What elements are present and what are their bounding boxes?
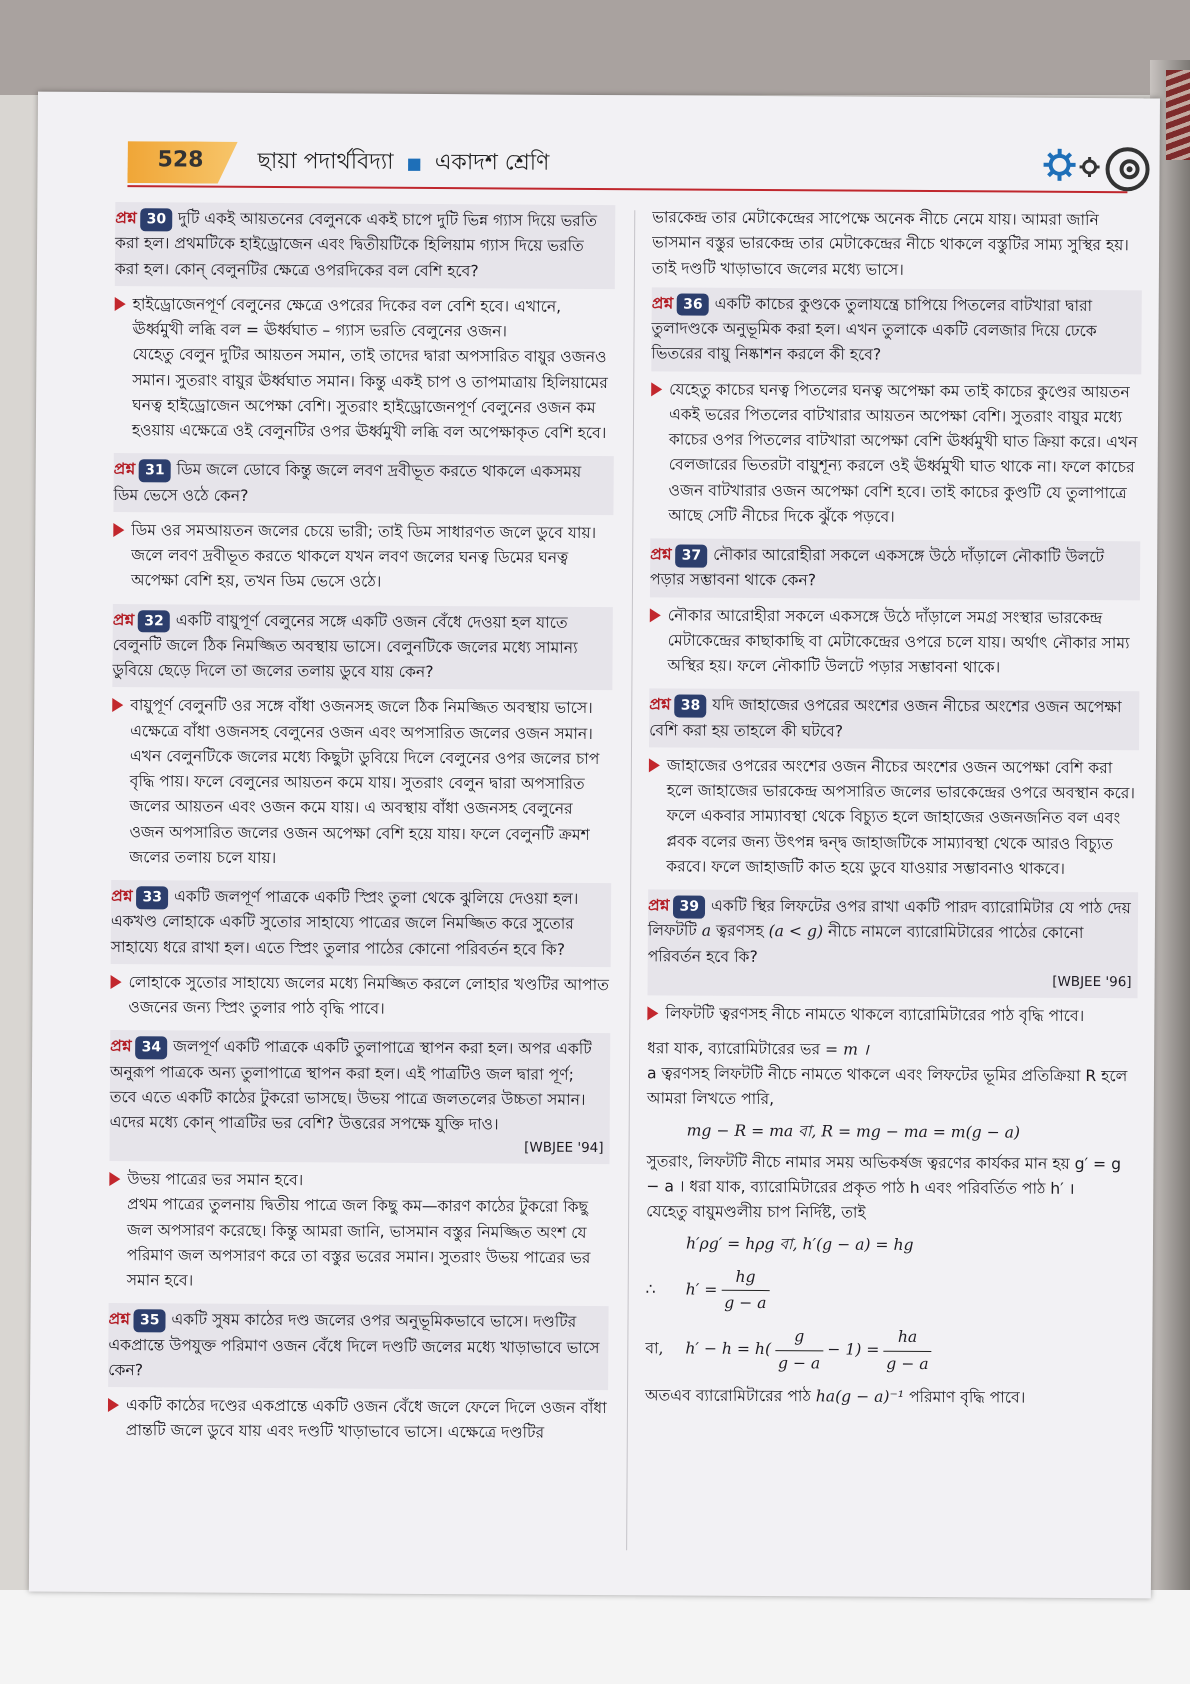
answer-text: পরিমাণ বৃদ্ধি পাবে। [908, 1387, 1026, 1407]
answer-text: উভয় পাত্রের ভর সমান হবে। [127, 1170, 304, 1190]
answer-arrow-icon [649, 758, 660, 772]
answer-text: হাইড্রোজেনপূর্ণ বেলুনের ক্ষেত্রে ওপরের দিকের বল বেশি হবে। এখানে, ঊর্ধ্বমুখী লব্ধি বল = ঊর্ধ্বঘাত – গ্যাস ভরতি বেলুনের ওজন। [132, 294, 562, 341]
right-column [645, 205, 1142, 1417]
conclusion [645, 1383, 1135, 1411]
page-header [127, 137, 1167, 195]
equation-lead: বা, [645, 1339, 664, 1358]
book-title [257, 144, 549, 183]
equation-lhs: h′ = [685, 1280, 718, 1299]
answer-arrow-icon [112, 698, 123, 712]
question-label: প্রশ্ন [113, 460, 136, 479]
question-37 [650, 538, 1140, 599]
answer-arrow-icon [115, 297, 126, 311]
answer-35-continued: ভারকেন্দ্র তার মেটাকেন্দ্রের সাপেক্ষে অনেক নীচে নেমে যায়। আমরা জানি ভাসমান বস্তুর ভারকেন্দ্র তার মেটাকেন্দ্রের নীচে থাকলে বস্তুটির সাম্য সুস্থির হয়। তাই দণ্ডটি খাড়াভাবে জলের মধ্যে ভাসে। [651, 208, 1129, 279]
equation-lhs: h′ − h = h( [685, 1340, 772, 1359]
question-text: একটি স্থির লিফটের ওপর রাখা একটি পারদ ব্যারোমিটার যে পাঠ দেয় লিফটটি [647, 896, 1131, 940]
fraction [775, 1324, 824, 1376]
equation-4 [645, 1324, 1135, 1378]
question-38 [649, 689, 1139, 750]
question-text: দুটি একই আয়তনের বেলুনকে একই চাপে দুটি ভিন্ন গ্যাস দিয়ে ভরতি করা হল। প্রথমটিকে হাইড্রোজেন এবং দ্বিতীয়টিকে হিলিয়াম গ্যাস দিয়ে ভরতি করা হল। কোন্ বেলুনটির ক্ষেত্রে ওপরদিকের বল বেশি হবে? [114, 209, 598, 280]
equation-2: h′ρg′ = hρg বা, h′(g − a) = hg [685, 1234, 914, 1254]
answer-text: যেহেতু কাচের ঘনত্ব পিতলের ঘনত্ব অপেক্ষা কম তাই কাচের কুণ্ডের আয়তন একই ভরের পিতলের বাটখারার আয়তন অপেক্ষা বেশি। সুতরাং বায়ুর মধ্যে কাচের ওপর পিতলের বাটখারা অপেক্ষা বেশি ঊর্ধ্বমুখী ঘাত ক্রিয়া করে। এখন বেলজারের ভিতরটা বায়ুশূন্য করলে ওই ঊর্ধ্বমুখী ঘাত থাকে না। ফলে কাচের ওজন বাটখারার ওজন অপেক্ষা বেশি হবে। তাই কাচের কুণ্ডটি যে তুলাপাত্রে আছে সেটি নীচের দিকে ঝুঁকে পড়বে। [668, 379, 1138, 526]
answer-arrow-icon [109, 1172, 120, 1186]
equation-middle: − 1) = [827, 1340, 880, 1360]
question-number: 35 [134, 1310, 166, 1333]
question-35 [108, 1303, 609, 1390]
answer-33 [110, 970, 610, 1024]
answer-31 [113, 518, 613, 597]
question-number: 31 [139, 459, 171, 482]
question-text: একটি বায়ুপূর্ণ বেলুনের সঙ্গে একটি ওজন বেঁধে দেওয়া হল যাতে বেলুনটি জলে ঠিক নিমজ্জিত অবস্থায় ভাসে। বেলুনটিকে জলের মধ্যে সামান্য ডুবিয়ে ছেড়ে দিলে তা জলের তলায় ডুবে যায় কেন? [112, 610, 578, 681]
increase-expression: ha(g − a)⁻¹ [815, 1387, 905, 1406]
question-number: 38 [675, 695, 707, 718]
question-31 [113, 453, 613, 515]
question-label: প্রশ্ন [110, 1037, 132, 1056]
answer-text: বায়ুপূর্ণ বেলুনটি ওর সঙ্গে বাঁধা ওজনসহ জলে ঠিক নিমজ্জিত অবস্থায় ভাসে। এক্ষেত্রে বাঁধা ওজনসহ বেলুনের ওজন এবং অপসারিত জলের ওজন সমান। এখন বেলুনটিকে জলের মধ্যে কিছুটা ডুবিয়ে দিলে বেলুনের ওপর জলের চাপ বৃদ্ধি পায়। ফলে বেলুনের আয়তন কমে যায়। সুতরাং বেলুন দ্বারা অপসারিত জলের আয়তন এবং ওজন কমে যায়। এ অবস্থায় বাঁধা ওজনসহ বেলুনের ওজন অপসারিত জলের ওজন অপেক্ষা বেশি হয়ে যায়। ফলে বেলুনটি ক্রমশ জলের তলায় চলে যায়। [129, 696, 600, 867]
class-label: একাদশ শ্রেণি [434, 149, 550, 176]
answer-text: জাহাজের ওপরের অংশের ওজন নীচের অংশের ওজন অপেক্ষা বেশি করা হলে জাহাজের ভারকেন্দ্র অপসারিত জলের ভারকেন্দ্রের ওপরে অবস্থান করে। ফলে একবার সাম্যাবস্থা থেকে বিচ্যুত হলে জাহাজের ওজনজনিত বল এবং প্লবক বলের জন্য উৎপন্ন দ্বন্দ্ব জাহাজটিকে সাম্যাবস্থা থেকে আরও বিচ্যুত করবে। ফলে জাহাজটি কাত হয়ে ডুবে যাওয়ার সম্ভাবনাও থাকবে। [666, 756, 1136, 878]
question-text: জলপূর্ণ একটি পাত্রকে একটি তুলাপাত্রে স্থাপন করা হল। অপর একটি অনুরূপ পাত্রকে অন্য তুলাপাত্রে স্থাপন করা হল। এই পাত্রটিও জল দ্বারা পূর্ণ; তবে এতে একটি কাঠের টুকরো ভাসছে। উভয় পাত্রে জলতলের উচ্চতা সমান। এদের মধ্যে কোন্ পাত্রটির ভর বেশি? উত্তরের সপক্ষে যুক্তি দাও। [109, 1037, 592, 1134]
exam-tag: [WBJEE '94] [524, 1139, 604, 1157]
therefore-symbol: ∴ [645, 1280, 656, 1299]
equation-3 [646, 1264, 1136, 1318]
answer-arrow-icon [651, 382, 662, 396]
question-number: 37 [676, 544, 708, 567]
question-condition: (a < g) [768, 922, 824, 941]
answer-text: ডিম ওর সমআয়তন জলের চেয়ে ভারী; তাই ডিম সাধারণত জলে ডুবে যায়। জলে লবণ দ্রবীভূত করতে থাকলে যখন লবণ জলের ঘনত্ব ডিমের ঘনত্ব অপেক্ষা বেশি হয়, তখন ডিম ভেসে ওঠে। [130, 520, 597, 591]
question-label: প্রশ্ন [108, 1310, 131, 1329]
mass-symbol: = m । [825, 1040, 869, 1059]
question-39 [648, 889, 1139, 998]
gears-head-icon [1037, 143, 1157, 194]
header-rule [127, 185, 1127, 193]
answer-39-body [645, 1036, 1137, 1411]
answer-text: অতএব ব্যারোমিটারের পাঠ [645, 1386, 811, 1406]
answer-39 [647, 1001, 1137, 1029]
answer-text: সুতরাং, লিফটটি নীচে নামার সময় অভিকর্ষজ ত্বরণের কার্যকর মান হয় g′ = g − a । ধরা যাক, ব্যারোমিটারের প্রকৃত পাঠ h এবং পরিবর্তিত পাঠ h′ । [646, 1152, 1122, 1199]
answer-arrow-icon [108, 1398, 119, 1412]
answer-text: লোহাকে সুতোর সাহায্যে জলের মধ্যে নিমজ্জিত করলে লোহার খণ্ডটির আপাত ওজনের জন্য স্প্রিং তুলার পাঠ বৃদ্ধি পাবে। [128, 972, 609, 1018]
question-text: একটি কাচের কুণ্ডকে তুলাযন্ত্রে চাপিয়ে পিতলের বাটখারা দ্বারা তুলাদণ্ডকে অনুভূমিক করা হল। এখন তুলাকে একটি বেলজার দিয়ে ঢেকে ভিতরের বায়ু নিষ্কাশন করলে কী হবে? [651, 294, 1097, 364]
denominator: g − a [724, 1293, 767, 1313]
question-text: একটি সুষম কাঠের দণ্ড জলের ওপর অনুভূমিকভাবে ভাসে। দণ্ডটির একপ্রান্তে উপযুক্ত পরিমাণ ওজন বেঁধে দিলে দণ্ডটি জলের মধ্যে খাড়াভাবে ভাসে কেন? [108, 1310, 600, 1380]
answer-text: প্রথম পাত্রের তুলনায় দ্বিতীয় পাত্রে জল কিছু কম—কারণ কাঠের টুকরো কিছু জল অপসারণ করেছে। কিন্তু আমরা জানি, ভাসমান বস্তুর নিমজ্জিত অংশ যে পরিমাণ জল অপসারণ করে তা বস্তুর ভরের সমান। সুতরাং উভয় পাত্রের ভর সমান হবে। [126, 1195, 591, 1290]
question-label: প্রশ্ন [651, 294, 674, 313]
exam-tag: [WBJEE '96] [1052, 973, 1132, 991]
answer-34 [109, 1167, 610, 1296]
question-number: 30 [141, 208, 173, 231]
question-text: ডিম জলে ডোবে কিন্তু জলে লবণ দ্রবীভূত করতে থাকলে একসময় ডিম ভেসে ওঠে কেন? [113, 460, 582, 505]
fraction [883, 1325, 932, 1377]
question-label: প্রশ্ন [115, 209, 137, 228]
question-text: নৌকার আরোহীরা সকলে একসঙ্গে উঠে দাঁড়ালে নৌকাটি উলটে পড়ার সম্ভাবনা থাকে কেন? [649, 545, 1105, 590]
numerator: g [775, 1324, 823, 1351]
background-top [0, 0, 1190, 95]
question-label: প্রশ্ন [647, 896, 670, 915]
fraction [721, 1265, 770, 1317]
equation-1: mg − R = ma বা, R = mg − ma = m(g − a) [686, 1121, 1021, 1142]
book-page [29, 92, 1160, 1599]
answer-37 [649, 603, 1139, 682]
book-spine [1166, 70, 1190, 160]
mass-statement [647, 1036, 1137, 1064]
question-32 [112, 604, 613, 691]
question-number: 33 [136, 886, 168, 909]
question-variable: a [701, 921, 712, 940]
answer-32 [111, 693, 612, 873]
question-label: প্রশ্ন [650, 545, 672, 564]
question-text: একটি জলপূর্ণ পাত্রকে একটি স্প্রিং তুলা থেকে ঝুলিয়ে দেওয়া হল। একখণ্ড লোহাকে একটি সুতোর সাহায্যে পাত্রের জলে নিমজ্জিত করে সুতোর সাহায্যে ধরে রাখা হল। এতে স্প্রিং তুলার পাঠের কোনো পরিবর্তন হবে কি? [110, 887, 579, 959]
question-label: প্রশ্ন [112, 610, 135, 629]
answer-text: ধরা যাক, ব্যারোমিটারের ভর [647, 1039, 821, 1059]
page-number: 528 [157, 147, 204, 173]
answer-38 [648, 753, 1139, 882]
left-column [108, 202, 616, 1457]
numerator: hg [721, 1265, 769, 1292]
question-33 [111, 880, 612, 967]
question-number: 34 [136, 1036, 168, 1059]
question-36 [651, 287, 1142, 374]
answer-text: একটি কাঠের দণ্ডের একপ্রান্তে একটি ওজন বেঁধে জলে ফেলে দিলে ওজন বাঁধা প্রান্তটি জলে ডুবে যায় এবং দণ্ডটি খাড়াভাবে ভাসে। এক্ষেত্রে দণ্ডটির [125, 1396, 607, 1443]
question-text: ত্বরণসহ [716, 921, 764, 941]
question-30 [115, 202, 616, 289]
answer-text: লিফটটি ত্বরণসহ নীচে নামতে থাকলে ব্যারোমিটারের পাঠ বৃদ্ধি পাবে। [665, 1004, 1085, 1025]
answer-text: যেহেতু বায়ুমণ্ডলীয় চাপ নির্দিষ্ট, তাই [646, 1202, 866, 1223]
denominator: g − a [777, 1353, 821, 1372]
title-separator: ■ [406, 153, 422, 173]
answer-arrow-icon [111, 975, 122, 989]
background-bottom [0, 1590, 1190, 1684]
denominator: g − a [886, 1354, 929, 1373]
question-text: যদি জাহাজের ওপরের অংশের ওজন নীচের অংশের ওজন অপেক্ষা বেশি করা হয় তাহলে কী ঘটবে? [649, 695, 1122, 741]
question-34 [109, 1030, 610, 1164]
book-name: ছায়া পদার্থবিদ্যা [257, 148, 394, 175]
answer-arrow-icon [647, 1006, 658, 1020]
question-label: প্রশ্ন [111, 887, 133, 906]
numerator: ha [883, 1325, 931, 1352]
answer-35 [108, 1393, 608, 1447]
question-label: প্রশ্ন [649, 695, 671, 714]
column-divider [626, 210, 635, 1550]
question-number: 32 [138, 610, 170, 633]
question-number: 36 [677, 293, 709, 316]
question-text: নীচে নামলে ব্যারোমিটারের পাঠের কোনো পরিবর্তন হবে কি? [647, 922, 1084, 966]
answer-text: a ত্বরণসহ লিফটটি নীচে নামতে থাকলে এবং লিফটের ভূমির প্রতিক্রিয়া R হলে আমরা লিখতে পারি, [646, 1064, 1128, 1109]
answer-text: যেহেতু বেলুন দুটির আয়তন সমান, তাই তাদের দ্বারা অপসারিত বায়ুর ওজনও সমান। সুতরাং বায়ুর ঊর্ধ্বঘাত সমান। কিন্তু একই চাপ ও তাপমাত্রায় হিলিয়ামের ঘনত্ব হাইড্রোজেন অপেক্ষা বেশি। সুতরাং হাইড্রোজেনপূর্ণ বেলুনের ওজন কম হওয়ায় এক্ষেত্রে ওই বেলুনটির ওপর ঊর্ধ্বমুখী লব্ধি বল অপেক্ষাকৃত বেশি হবে। [131, 345, 608, 443]
answer-arrow-icon [113, 523, 124, 537]
answer-arrow-icon [650, 608, 661, 622]
answer-30 [114, 292, 615, 447]
answer-36 [650, 377, 1141, 531]
question-number: 39 [673, 895, 705, 918]
answer-text: নৌকার আরোহীরা সকলে একসঙ্গে উঠে দাঁড়ালে সমগ্র সংস্থার ভারকেন্দ্র মেটাকেন্দ্রের কাছাকাছি বা মেটাকেন্দ্রের ওপরে চলে যায়। অর্থাৎ নৌকার সাম্য অস্থির হয়। ফলে নৌকাটি উলটে পড়ার সম্ভাবনা থাকে। [667, 605, 1130, 677]
